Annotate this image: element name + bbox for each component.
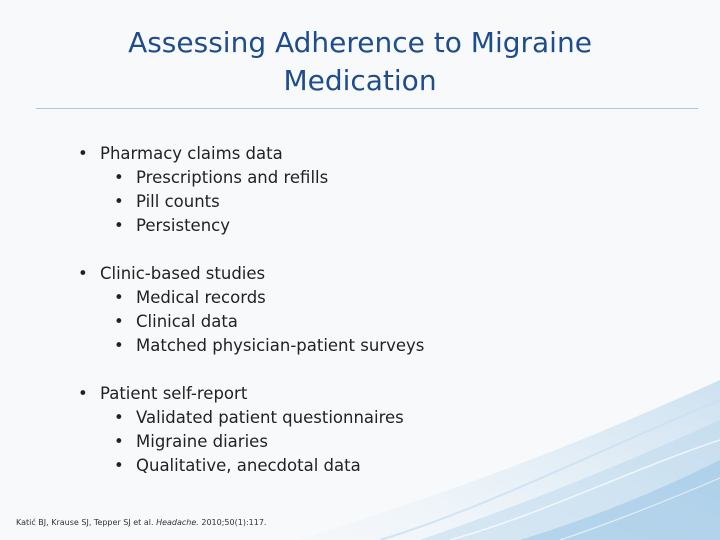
list-item [78, 310, 658, 334]
bullet-icon: • [78, 144, 88, 163]
bullet-icon: • [114, 312, 124, 331]
list-item [78, 190, 658, 214]
list-item [78, 382, 658, 406]
sub-bullet-text: Medical records [136, 288, 266, 307]
sub-bullet-text: Pill counts [136, 192, 220, 211]
bullet-heading: Patient self-report [100, 384, 248, 403]
citation-authors: Katić BJ, Krause SJ, Tepper SJ et al. [16, 518, 154, 527]
bullet-heading: Pharmacy claims data [100, 144, 283, 163]
bullet-icon: • [114, 432, 124, 451]
list-item [78, 430, 658, 454]
bullet-icon: • [114, 216, 124, 235]
bullet-group-clinic [78, 262, 658, 358]
bullet-icon: • [78, 384, 88, 403]
list-item [78, 262, 658, 286]
citation [16, 518, 266, 527]
bullet-group-self-report [78, 382, 658, 478]
citation-journal: Headache. [156, 518, 199, 527]
list-item [78, 142, 658, 166]
sub-bullet-text: Validated patient questionnaires [136, 408, 404, 427]
slide-title: Assessing Adherence to Migraine Medication [128, 26, 592, 97]
bullet-icon: • [114, 456, 124, 475]
list-item [78, 334, 658, 358]
bullet-icon: • [114, 168, 124, 187]
bullet-icon: • [78, 264, 88, 283]
bullet-icon: • [114, 288, 124, 307]
sub-bullet-text: Prescriptions and refills [136, 168, 329, 187]
sub-bullet-text: Qualitative, anecdotal data [136, 456, 361, 475]
sub-bullet-text: Persistency [136, 216, 230, 235]
list-item [78, 454, 658, 478]
list-item [78, 406, 658, 430]
bullet-group-pharmacy [78, 142, 658, 238]
list-item [78, 166, 658, 190]
sub-bullet-text: Matched physician-patient surveys [136, 336, 425, 355]
bullet-list [78, 142, 658, 502]
title-divider [36, 108, 698, 109]
bullet-heading: Clinic-based studies [100, 264, 266, 283]
list-item [78, 286, 658, 310]
bullet-icon: • [114, 408, 124, 427]
list-item [78, 214, 658, 238]
bullet-icon: • [114, 192, 124, 211]
sub-bullet-text: Migraine diaries [136, 432, 268, 451]
bullet-icon: • [114, 336, 124, 355]
sub-bullet-text: Clinical data [136, 312, 238, 331]
citation-reference: 2010;50(1):117. [201, 518, 267, 527]
